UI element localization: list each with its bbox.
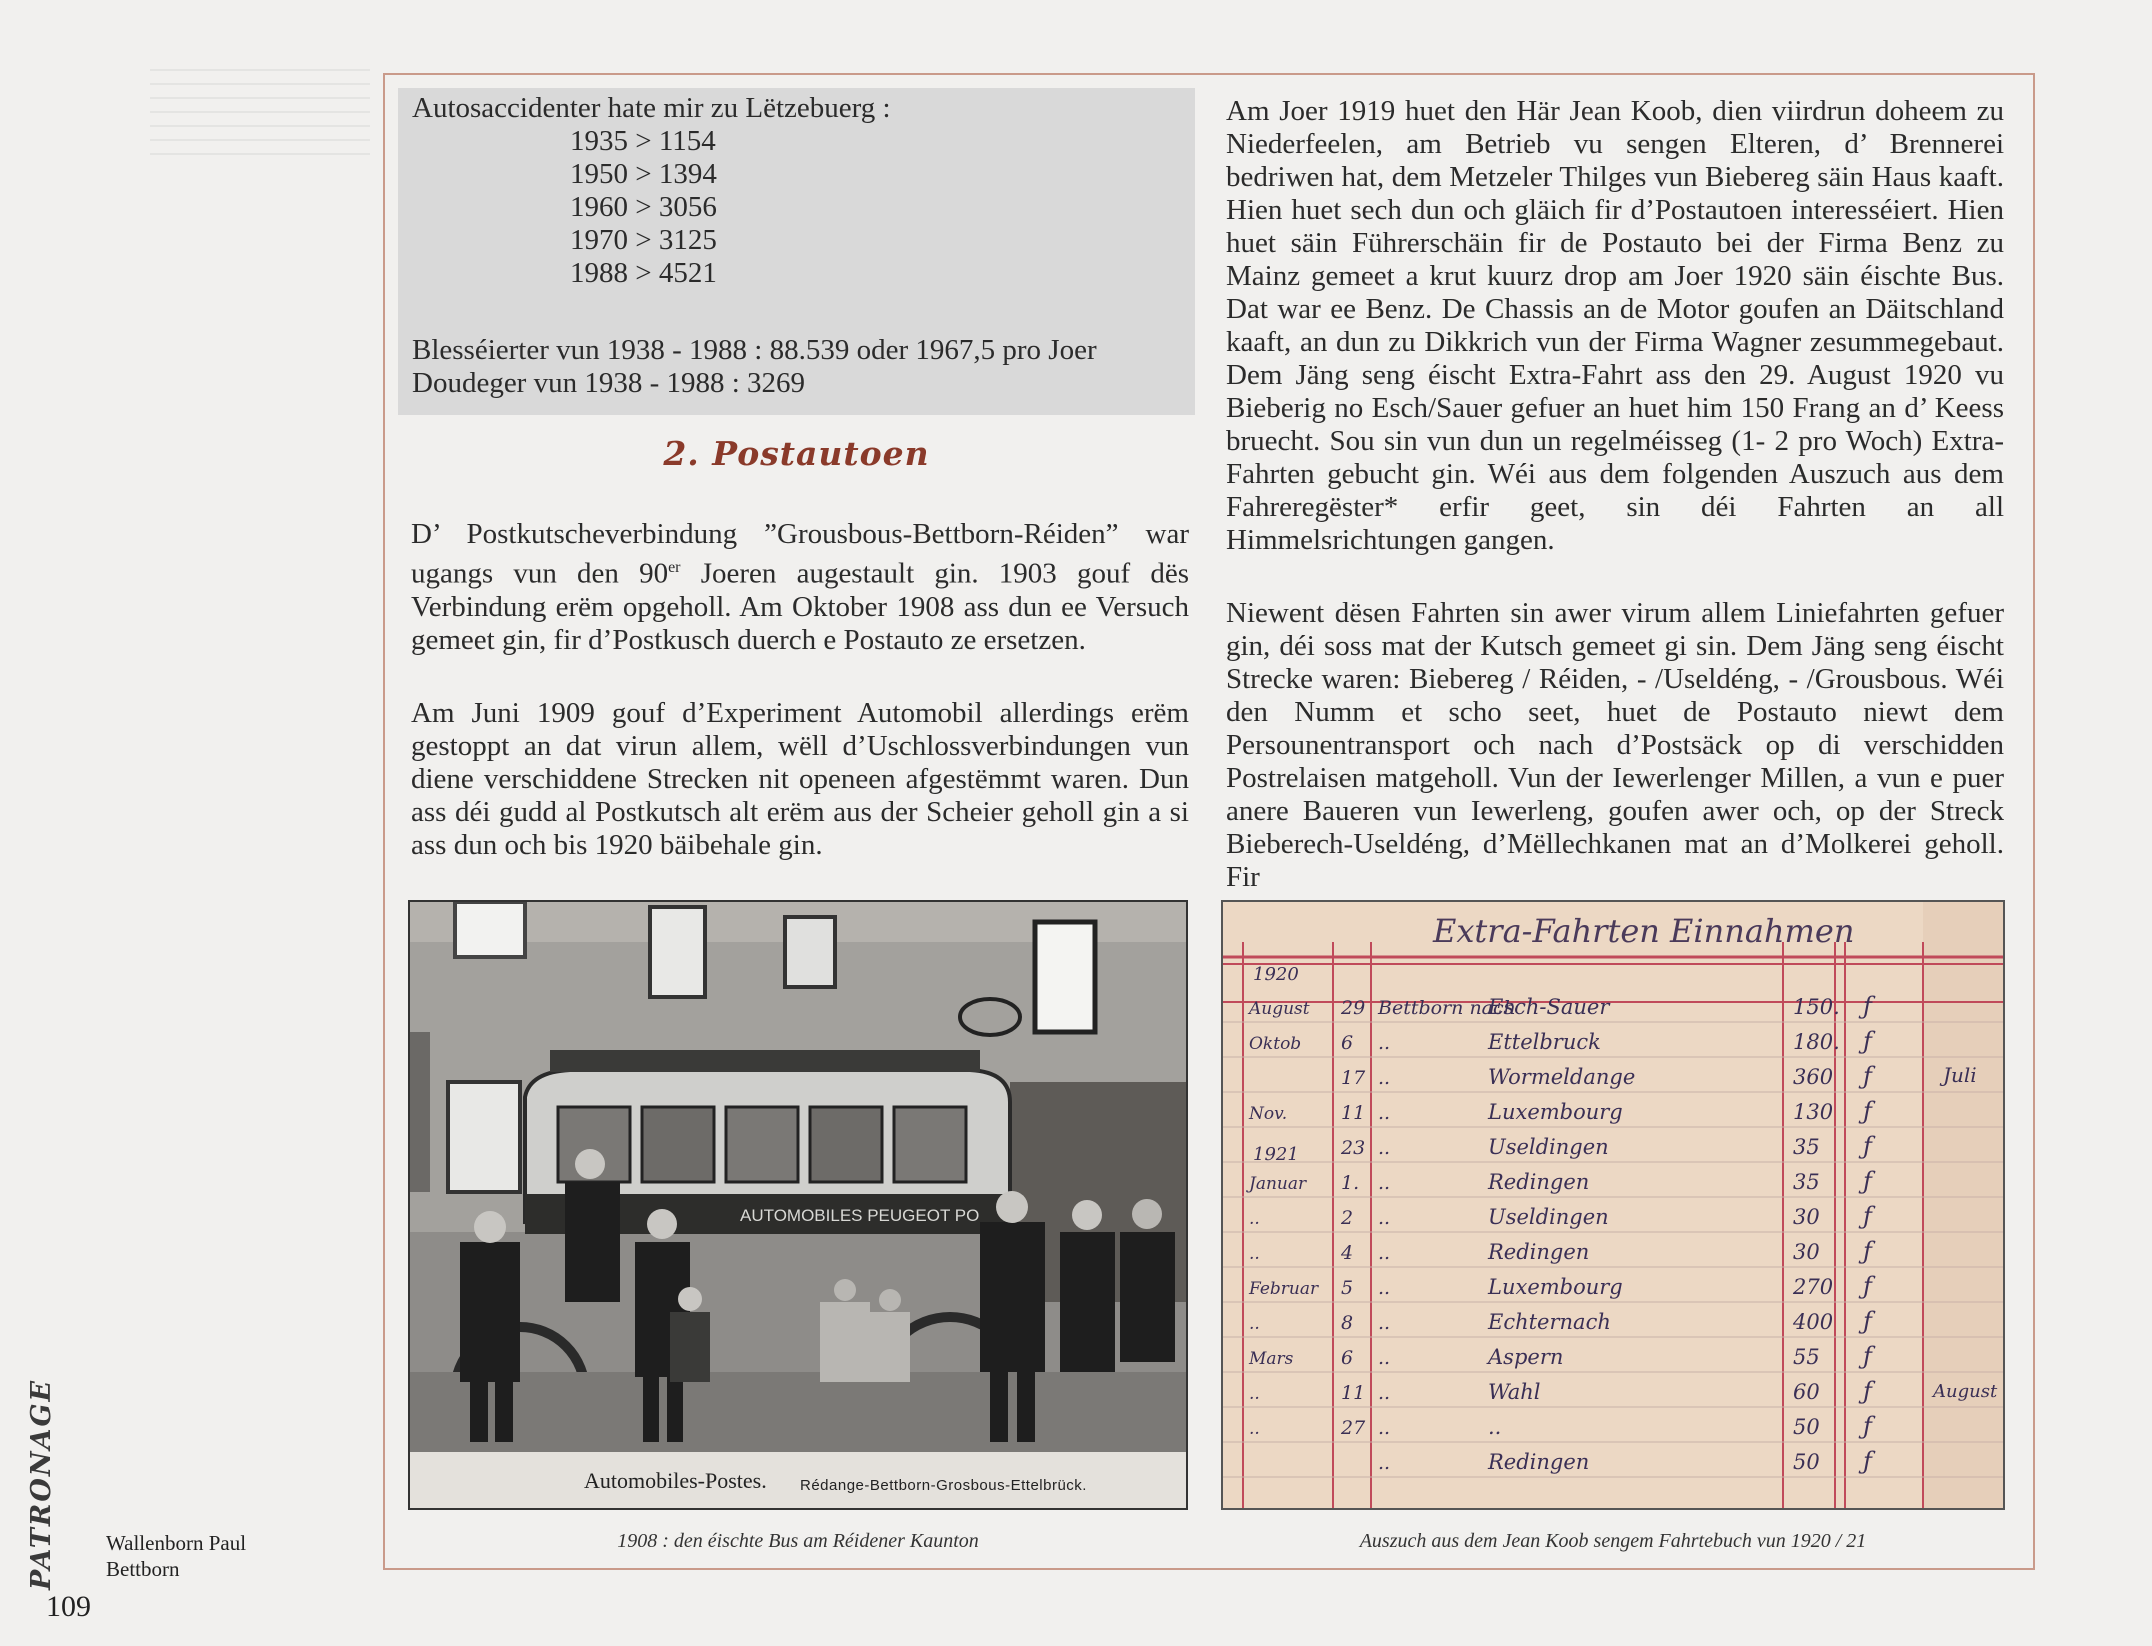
ledger-from: .. bbox=[1378, 1277, 1391, 1299]
ledger-destination: Echternach bbox=[1488, 1310, 1611, 1334]
author-block bbox=[106, 1530, 246, 1582]
ledger-day: 6 bbox=[1341, 1032, 1354, 1054]
ledger-amount: 270 bbox=[1793, 1275, 1834, 1299]
ledger-day: 4 bbox=[1341, 1242, 1354, 1264]
ledger-month: Mars bbox=[1249, 1349, 1294, 1369]
ledger-destination: .. bbox=[1488, 1415, 1502, 1439]
ledger-day: 17 bbox=[1341, 1067, 1366, 1089]
ledger-caption: Auszuch aus dem Jean Koob sengem Fahrtebuch vun 1920 / 21 bbox=[1359, 1530, 1867, 1552]
ledger-from: .. bbox=[1378, 1032, 1391, 1054]
ledger-month: August bbox=[1249, 999, 1310, 1019]
ledger-month: .. bbox=[1249, 1209, 1260, 1229]
ledger-amount: 150. bbox=[1793, 995, 1840, 1019]
ledger-check-mark: ƒ bbox=[1863, 1237, 1872, 1265]
stats-rows bbox=[570, 125, 717, 290]
paragraph-liniefahrten: Niewent dësen Fahrten sin awer virum allem Liniefahrten gefuer gin, déi soss mat der Kutsch gemeet gi sin. Dem Jäng seng éischt Strecke waren: Biebereg / Réiden, - /Useldéng, - /Grousbous. Wéi den Numm et scho seet, huet de Postauto niewt dem Persounentransport och nach d’Postsäck op di verschidden Postrelaisen matgeholl. Vun der Iewerlenger Millen, a vun e puer anere Baueren vun Iewerleng, goufen awer och, op der Streck Bieberech-Useldéng, d’Mëllechkanen mat an d’Molkerei geholl. Fir bbox=[1226, 597, 2004, 893]
page-number: 109 bbox=[46, 1590, 91, 1623]
ledger-destination: Aspern bbox=[1488, 1345, 1564, 1369]
ledger-day: 11 bbox=[1341, 1102, 1366, 1124]
photo-caption-route: Rédange-Bettborn-Grosbous-Ettelbrück. bbox=[800, 1477, 1087, 1494]
ledger-check-mark: ƒ bbox=[1863, 1342, 1872, 1370]
ledger-destination: Redingen bbox=[1488, 1240, 1590, 1264]
ledger-month: .. bbox=[1249, 1244, 1260, 1264]
ledger-amount: 35 bbox=[1793, 1135, 1820, 1159]
ledger-illustration bbox=[1223, 902, 2003, 1508]
photo-caption-strip bbox=[410, 1452, 1186, 1508]
stats-row: 1960 > 3056 bbox=[570, 191, 717, 223]
ledger-check-mark: ƒ bbox=[1863, 1202, 1872, 1230]
stats-row: 1950 > 1394 bbox=[570, 158, 717, 190]
photo-caption-main: Automobiles-Postes. bbox=[584, 1468, 767, 1493]
bus-sign-text: AUTOMOBILES PEUGEOT PO bbox=[740, 1206, 980, 1225]
ledger-destination: Wormeldange bbox=[1488, 1065, 1636, 1089]
ledger-from: .. bbox=[1378, 1312, 1391, 1334]
ledger-check-mark: ƒ bbox=[1863, 1447, 1872, 1475]
ledger-destination: Useldingen bbox=[1488, 1205, 1609, 1229]
accident-statistics-box bbox=[398, 88, 1195, 415]
ledger-amount: 400 bbox=[1793, 1310, 1834, 1334]
ledger-year-1921: 1921 bbox=[1253, 1144, 1299, 1165]
photo-caption: 1908 : den éischte Bus am Réidener Kaunton bbox=[617, 1530, 979, 1552]
ledger-check-mark: ƒ bbox=[1863, 1167, 1872, 1195]
ledger-check-mark: ƒ bbox=[1863, 1272, 1872, 1300]
ledger-check-mark: ƒ bbox=[1863, 992, 1872, 1020]
paragraph-experiment: Am Juni 1909 gouf d’Experiment Automobil allerdings erëm gestoppt an dat virun allem, wëll d’Uschlossverbindungen vun diene verschiddene Strecken nit openeen afgestëmmt waren. Dun ass déi gudd al Postkutsch alt erëm aus der Scheier geholl gin a si ass dun och bis 1920 bäibehale gin. bbox=[411, 697, 1189, 861]
ledger-month: Oktob bbox=[1249, 1034, 1302, 1054]
ledger-amount: 50 bbox=[1793, 1415, 1820, 1439]
ledger-destination: Useldingen bbox=[1488, 1135, 1609, 1159]
show-through-text bbox=[150, 65, 370, 155]
ledger-check-mark: ƒ bbox=[1863, 1027, 1872, 1055]
ledger-check-mark: ƒ bbox=[1863, 1132, 1872, 1160]
ledger-from: .. bbox=[1378, 1382, 1391, 1404]
ledger-from: .. bbox=[1378, 1207, 1391, 1229]
ledger-from: .. bbox=[1378, 1102, 1391, 1124]
ledger-amount: 30 bbox=[1793, 1240, 1820, 1264]
stats-row: 1970 > 3125 bbox=[570, 224, 717, 256]
ledger-amount: 130 bbox=[1793, 1100, 1834, 1124]
ledger-title: Extra-Fahrten Einnahmen bbox=[1433, 912, 1855, 950]
stats-row: 1988 > 4521 bbox=[570, 257, 717, 289]
ledger-year-1920: 1920 bbox=[1253, 964, 1299, 985]
bus-photo bbox=[408, 900, 1188, 1510]
section-heading: 2. Postautoen bbox=[663, 434, 930, 473]
ledger-check-mark: ƒ bbox=[1863, 1097, 1872, 1125]
ledger-destination: Redingen bbox=[1488, 1450, 1590, 1474]
ledger-month: Nov. bbox=[1249, 1104, 1288, 1124]
ledger-destination: Wahl bbox=[1488, 1380, 1541, 1404]
bus-photo-illustration bbox=[410, 902, 1186, 1508]
ledger-from: .. bbox=[1378, 1417, 1391, 1439]
ledger-check-mark: ƒ bbox=[1863, 1307, 1872, 1335]
ledger-day: 27 bbox=[1341, 1417, 1366, 1439]
ledger-day: 11 bbox=[1341, 1382, 1366, 1404]
side-title: PATRONAGE bbox=[26, 1378, 57, 1590]
ledger-day: 6 bbox=[1341, 1347, 1354, 1369]
stats-intro: Autosaccidenter hate mir zu Lëtzebuerg : bbox=[412, 92, 891, 124]
ledger-day: 5 bbox=[1341, 1277, 1354, 1299]
ledger-amount: 360 bbox=[1793, 1065, 1834, 1089]
ledger-amount: 180. bbox=[1793, 1030, 1840, 1054]
paragraph-postkutsch: D’ Postkutscheverbindung ”Grousbous-Bettborn-Réiden” war ugangs vun den 90er Joeren augestault gin. 1903 gouf dës Verbindung erëm opgeholl. Am Oktober 1908 ass dun ee Versuch gemeet gin, fir d’Postkusch duerch e Postauto ze ersetzen. bbox=[411, 518, 1189, 656]
ledger-month: .. bbox=[1249, 1419, 1260, 1439]
ledger-month: .. bbox=[1249, 1384, 1260, 1404]
stats-injured: Blesséierter vun 1938 - 1988 : 88.539 oder 1967,5 pro Joer bbox=[412, 334, 1097, 366]
ledger-image bbox=[1221, 900, 2005, 1510]
ledger-margin-note: Juli bbox=[1943, 1063, 1977, 1087]
stats-dead: Doudeger vun 1938 - 1988 : 3269 bbox=[412, 367, 806, 399]
ledger-from: .. bbox=[1378, 1242, 1391, 1264]
ledger-destination: Redingen bbox=[1488, 1170, 1590, 1194]
ledger-day: 29 bbox=[1341, 997, 1366, 1019]
ledger-amount: 30 bbox=[1793, 1205, 1820, 1229]
ledger-month: .. bbox=[1249, 1314, 1260, 1334]
ledger-amount: 55 bbox=[1793, 1345, 1820, 1369]
ledger-month: Januar bbox=[1249, 1174, 1307, 1194]
ledger-destination: Ettelbruck bbox=[1488, 1030, 1601, 1054]
ledger-amount: 35 bbox=[1793, 1170, 1820, 1194]
ledger-day: 8 bbox=[1341, 1312, 1354, 1334]
ledger-day: 1. bbox=[1341, 1172, 1360, 1194]
ledger-check-mark: ƒ bbox=[1863, 1412, 1872, 1440]
author-name: Wallenborn Paul bbox=[106, 1531, 247, 1555]
ledger-day: 2 bbox=[1341, 1207, 1354, 1229]
ledger-from: Bettborn nach bbox=[1378, 997, 1516, 1019]
ledger-margin-note: August bbox=[1933, 1381, 1998, 1402]
ledger-from: .. bbox=[1378, 1452, 1391, 1474]
author-place: Bettborn bbox=[106, 1557, 180, 1581]
ledger-from: .. bbox=[1378, 1347, 1391, 1369]
ledger-check-mark: ƒ bbox=[1863, 1062, 1872, 1090]
paragraph-jean-koob: Am Joer 1919 huet den Här Jean Koob, dien viirdrun doheem zu Niederfeelen, am Betrieb vu sengen Elteren, d’ Brennerei bedriwen hat, dem Metzeler Thilges vun Biebereg säin Haus kaaft. Hien huet sech dun och gläich fir d’Postautoen interesséiert. Hien huet säin Führerschäin fir de Postauto bei der Firma Benz zu Mainz gemeet a krut kuurz drop am Joer 1920 säin éischte Bus. Dat war ee Benz. De Chassis an de Motor goufen an Däitschland kaaft, an dun zu Dikkrich vun der Firma Wagner zesummegebaut. Dem Jäng seng éischt Extra-Fahrt ass den 29. August 1920 vu Bieberig no Esch/Sauer gefuer an huet him 150 Frang an d’ Keess bruecht. Sou sin vun dun un regelméisseg (1- 2 pro Woch) Extra-Fahrten gebucht gin. Wéi aus dem folgenden Auszuch aus dem Fahreregëster* erfir geet, sin déi Fahrten an all Himmelsrichtungen gangen. bbox=[1226, 95, 2004, 556]
stats-row: 1935 > 1154 bbox=[570, 125, 716, 157]
ledger-from: .. bbox=[1378, 1067, 1391, 1089]
ledger-from: .. bbox=[1378, 1172, 1391, 1194]
ledger-from: .. bbox=[1378, 1137, 1391, 1159]
ledger-amount: 50 bbox=[1793, 1450, 1820, 1474]
ledger-check-mark: ƒ bbox=[1863, 1377, 1872, 1405]
ledger-destination: Luxembourg bbox=[1488, 1100, 1623, 1124]
ledger-day: 23 bbox=[1341, 1137, 1366, 1159]
ledger-destination: Luxembourg bbox=[1488, 1275, 1623, 1299]
ledger-amount: 60 bbox=[1793, 1380, 1820, 1404]
ledger-month: Februar bbox=[1249, 1279, 1319, 1299]
ledger-destination: Esch-Sauer bbox=[1488, 995, 1610, 1019]
